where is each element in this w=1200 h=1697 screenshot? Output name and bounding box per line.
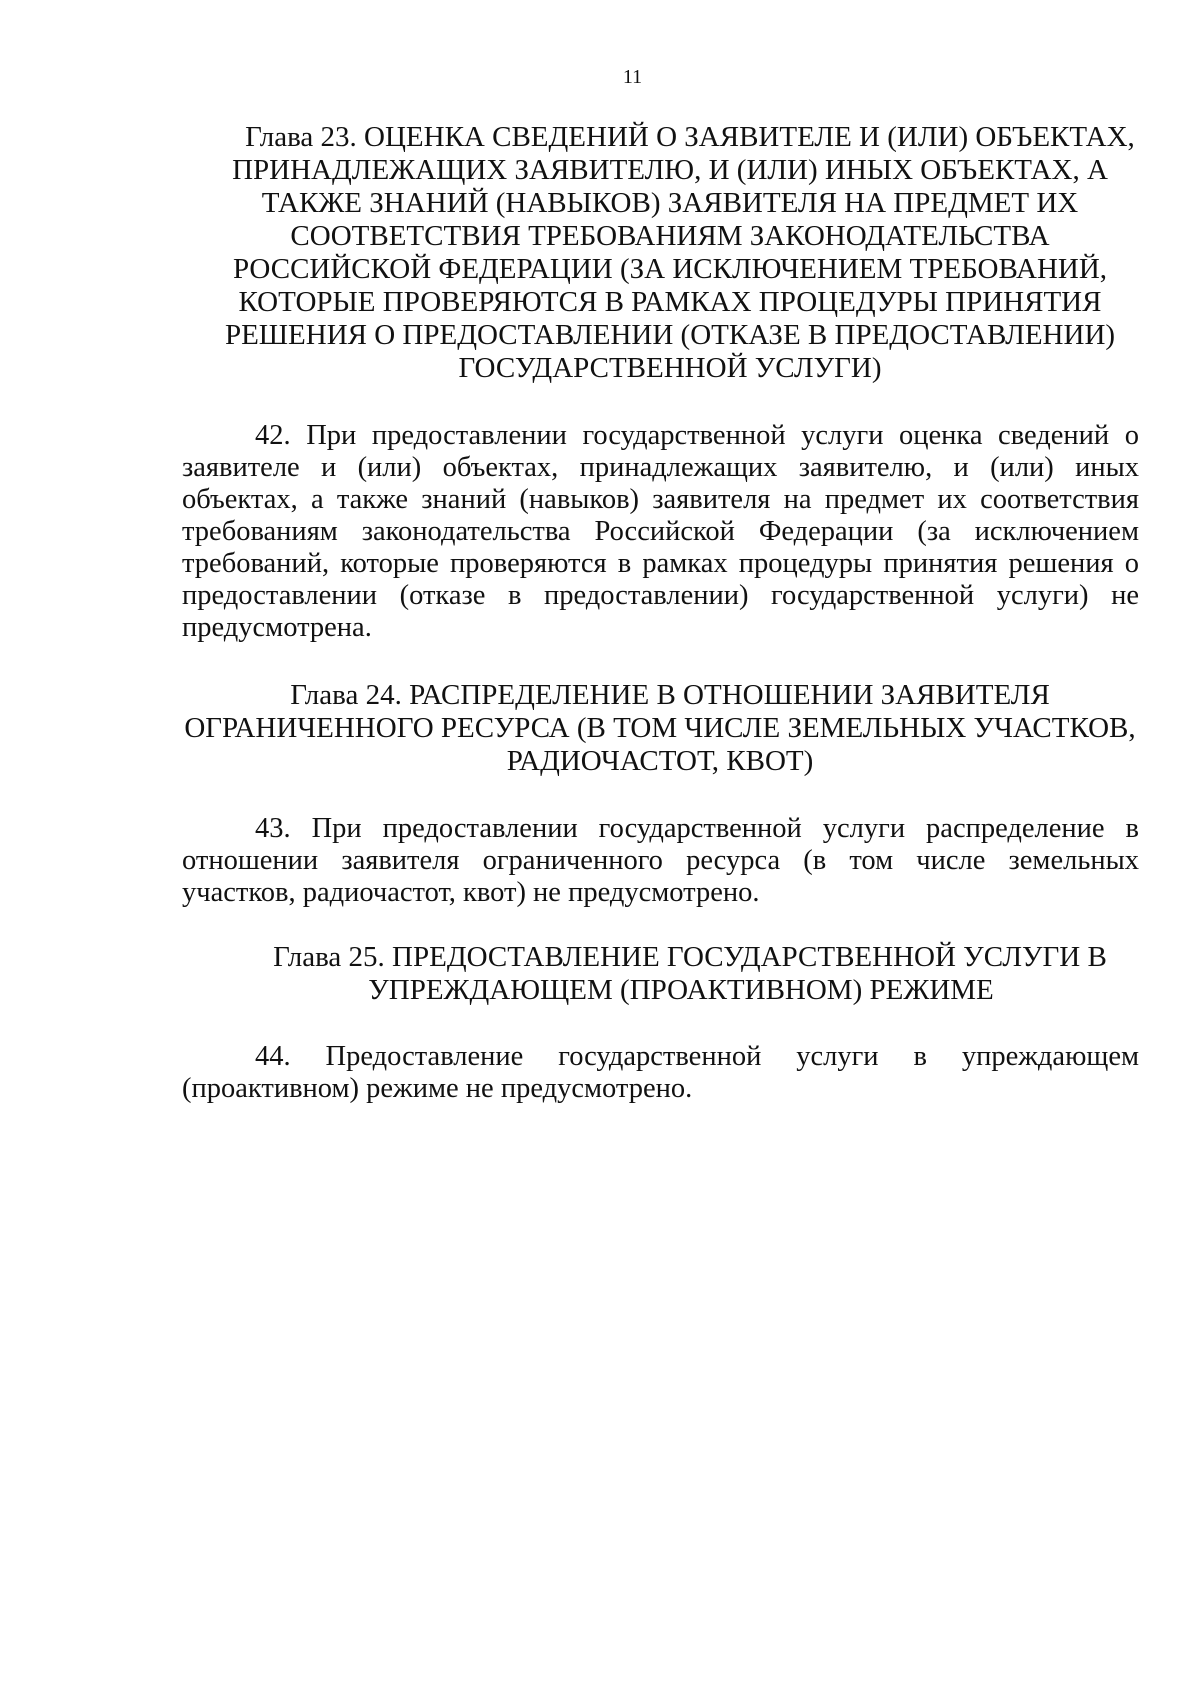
paragraph-line: 44. Предоставление государственной услуги в упреждающем xyxy=(255,1041,1139,1072)
paragraph-line: 42. При предоставлении государственной услуги оценка сведений о xyxy=(255,420,1139,451)
chapter-24-heading xyxy=(180,679,1140,778)
paragraph-44 xyxy=(182,1041,1139,1105)
chapter-25-heading xyxy=(200,941,1140,1007)
paragraph-line: участков, радиочастот, квот) не предусмотрено. xyxy=(182,877,760,908)
heading-line: Глава 23. ОЦЕНКА СВЕДЕНИЙ О ЗАЯВИТЕЛЕ И (ИЛИ) ОБЪЕКТАХ, xyxy=(245,121,1135,153)
paragraph-line: 43. При предоставлении государственной услуги распределение в xyxy=(255,813,1139,844)
heading-line: РАДИОЧАСТОТ, КВОТ) xyxy=(506,745,814,777)
heading-line: Глава 24. РАСПРЕДЕЛЕНИЕ В ОТНОШЕНИИ ЗАЯВИТЕЛЯ xyxy=(290,679,1050,711)
heading-line: СООТВЕТСТВИЯ ТРЕБОВАНИЯМ ЗАКОНОДАТЕЛЬСТВА xyxy=(290,220,1050,252)
heading-line: ТАКЖЕ ЗНАНИЙ (НАВЫКОВ) ЗАЯВИТЕЛЯ НА ПРЕДМЕТ ИХ xyxy=(261,187,1079,219)
paragraph-line: отношении заявителя ограниченного ресурса (в том числе земельных xyxy=(182,845,1139,876)
paragraph-line: (проактивном) режиме не предусмотрено. xyxy=(182,1073,693,1104)
paragraph-line: требованиям законодательства Российской Федерации (за исключением xyxy=(182,516,1139,547)
heading-line: ГОСУДАРСТВЕННОЙ УСЛУГИ) xyxy=(458,352,882,384)
heading-line: ОГРАНИЧЕННОГО РЕСУРСА (В ТОМ ЧИСЛЕ ЗЕМЕЛЬНЫХ УЧАСТКОВ, xyxy=(184,712,1136,744)
paragraph-line: заявителе и (или) объектах, принадлежащих заявителю, и (или) иных xyxy=(182,452,1139,483)
page-number: 11 xyxy=(622,66,643,88)
chapter-23-heading xyxy=(200,121,1140,385)
heading-line: Глава 25. ПРЕДОСТАВЛЕНИЕ ГОСУДАРСТВЕННОЙ УСЛУГИ В xyxy=(273,941,1107,973)
heading-line: РОССИЙСКОЙ ФЕДЕРАЦИИ (ЗА ИСКЛЮЧЕНИЕМ ТРЕБОВАНИЙ, xyxy=(232,253,1108,285)
heading-line: УПРЕЖДАЮЩЕМ (ПРОАКТИВНОМ) РЕЖИМЕ xyxy=(368,974,994,1006)
paragraph-line: предоставлении (отказе в предоставлении) государственной услуги) не xyxy=(182,580,1139,611)
paragraph-line: предусмотрена. xyxy=(182,612,372,643)
heading-line: КОТОРЫЕ ПРОВЕРЯЮТСЯ В РАМКАХ ПРОЦЕДУРЫ ПРИНЯТИЯ xyxy=(238,286,1102,318)
heading-line: ПРИНАДЛЕЖАЩИХ ЗАЯВИТЕЛЮ, И (ИЛИ) ИНЫХ ОБЪЕКТАХ, А xyxy=(232,154,1108,186)
paragraph-42 xyxy=(182,420,1139,644)
paragraph-43 xyxy=(182,813,1139,909)
heading-line: РЕШЕНИЯ О ПРЕДОСТАВЛЕНИИ (ОТКАЗЕ В ПРЕДОСТАВЛЕНИИ) xyxy=(224,319,1116,351)
paragraph-line: объектах, а также знаний (навыков) заявителя на предмет их соответствия xyxy=(182,484,1139,515)
paragraph-line: требований, которые проверяются в рамках процедуры принятия решения о xyxy=(182,548,1139,579)
